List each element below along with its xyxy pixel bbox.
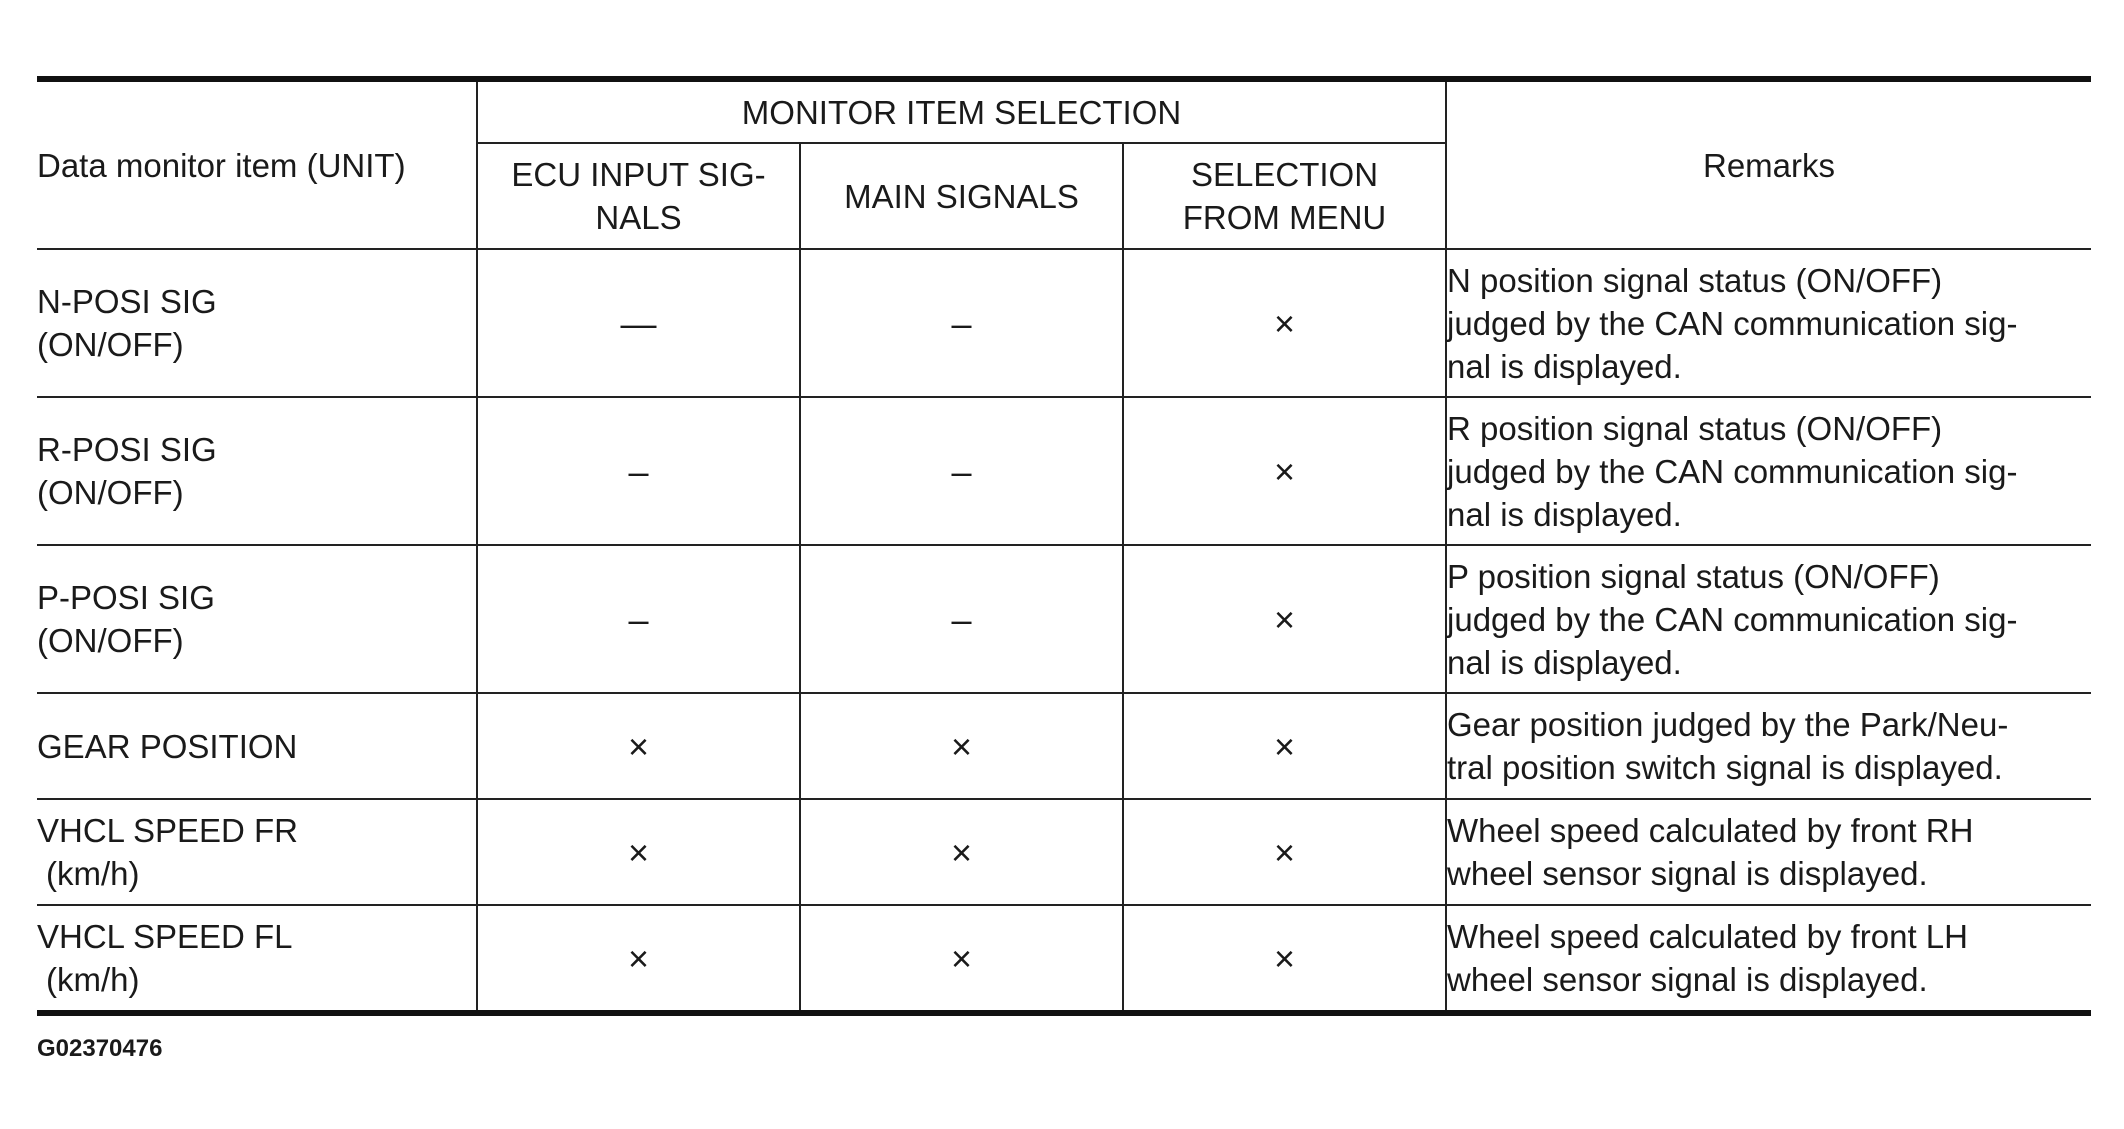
remark-line: judged by the CAN communication sig-: [1447, 304, 2018, 342]
remark-cell: [1446, 693, 2091, 799]
remark-cell: [1446, 249, 2091, 397]
remark-line: N position signal status (ON/OFF): [1447, 261, 1943, 299]
item-cell: [37, 905, 477, 1013]
remark-line: nal is displayed.: [1447, 495, 1682, 533]
main-signals-mark: ×: [800, 799, 1123, 905]
item-unit: (km/h): [46, 855, 140, 892]
table-row: [37, 905, 2091, 1013]
table-row: [37, 799, 2091, 905]
main-signals-mark: –: [800, 397, 1123, 545]
item-name: VHCL SPEED FR: [37, 812, 299, 849]
header-main-signals: MAIN SIGNALS: [800, 143, 1123, 249]
header-remarks: Remarks: [1446, 79, 2091, 249]
remark-line: judged by the CAN communication sig-: [1447, 600, 2018, 638]
main-signals-mark: ×: [800, 693, 1123, 799]
ecu-input-mark: ×: [477, 905, 800, 1013]
header-row-1: [37, 79, 2091, 143]
selection-menu-mark: ×: [1123, 397, 1446, 545]
header-ecu-input-line2: NALS: [595, 199, 682, 236]
header-ecu-input-line1: ECU INPUT SIG-: [511, 156, 766, 193]
item-unit: (ON/OFF): [37, 474, 184, 511]
data-monitor-table: [37, 76, 2091, 1016]
remark-line: Wheel speed calculated by front LH: [1447, 918, 1968, 955]
remark-line: Wheel speed calculated by front RH: [1447, 812, 1974, 849]
table-row: [37, 249, 2091, 397]
remark-line: tral position switch signal is displayed.: [1447, 749, 2003, 786]
remark-line: P position signal status (ON/OFF): [1447, 557, 1940, 595]
remark-cell: [1446, 545, 2091, 693]
item-name: GEAR POSITION: [37, 727, 298, 765]
item-name: P-POSI SIG: [37, 579, 215, 616]
selection-menu-mark: ×: [1123, 249, 1446, 397]
figure-id: G02370476: [37, 1035, 163, 1062]
item-unit: (ON/OFF): [37, 622, 184, 659]
remark-line: wheel sensor signal is displayed.: [1447, 855, 1928, 892]
ecu-input-mark: ×: [477, 799, 800, 905]
header-data-monitor-item: Data monitor item (UNIT): [37, 79, 477, 249]
ecu-input-mark: –: [477, 545, 800, 693]
header-selection-from-menu: [1123, 143, 1446, 249]
item-cell: [37, 693, 477, 799]
remark-line: judged by the CAN communication sig-: [1447, 452, 2018, 490]
header-ecu-input-signals: [477, 143, 800, 249]
item-name: VHCL SPEED FL: [37, 918, 293, 955]
remark-cell: [1446, 799, 2091, 905]
remark-line: Gear position judged by the Park/Neu-: [1447, 706, 2009, 743]
remark-line: wheel sensor signal is displayed.: [1447, 961, 1928, 998]
item-unit: (km/h): [46, 961, 140, 998]
header-monitor-item-selection: MONITOR ITEM SELECTION: [477, 79, 1446, 143]
main-signals-mark: ×: [800, 905, 1123, 1013]
item-cell: [37, 799, 477, 905]
main-signals-mark: –: [800, 545, 1123, 693]
selection-menu-mark: ×: [1123, 693, 1446, 799]
remark-line: nal is displayed.: [1447, 347, 1682, 385]
item-name: R-POSI SIG: [37, 431, 217, 468]
table-row: [37, 693, 2091, 799]
remark-cell: [1446, 397, 2091, 545]
header-selection-line1: SELECTION: [1190, 156, 1379, 193]
main-signals-mark: –: [800, 249, 1123, 397]
item-cell: [37, 397, 477, 545]
item-cell: [37, 249, 477, 397]
ecu-input-mark: –: [477, 397, 800, 545]
table-row: [37, 397, 2091, 545]
remark-cell: [1446, 905, 2091, 1013]
remark-line: nal is displayed.: [1447, 643, 1682, 681]
header-selection-line2: FROM MENU: [1182, 199, 1387, 236]
selection-menu-mark: ×: [1123, 799, 1446, 905]
item-name: N-POSI SIG: [37, 283, 217, 320]
ecu-input-mark: —: [477, 249, 800, 397]
item-unit: (ON/OFF): [37, 326, 184, 363]
remark-line: R position signal status (ON/OFF): [1447, 409, 1943, 447]
item-cell: [37, 545, 477, 693]
ecu-input-mark: ×: [477, 693, 800, 799]
selection-menu-mark: ×: [1123, 905, 1446, 1013]
selection-menu-mark: ×: [1123, 545, 1446, 693]
table-row: [37, 545, 2091, 693]
